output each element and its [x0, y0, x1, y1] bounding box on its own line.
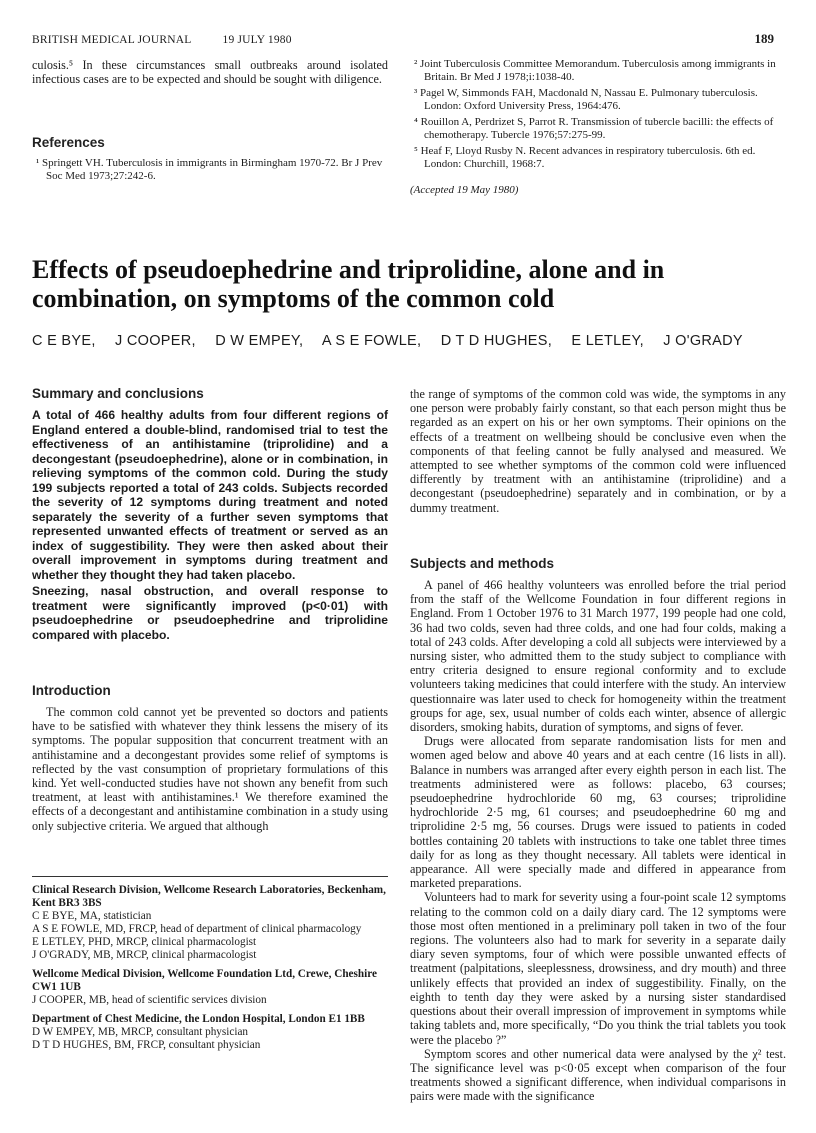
carryover-paragraph: culosis.⁵ In these circumstances small outbreaks around isolated infectious cases are to be expected and should be sought with diligence.: [32, 58, 388, 87]
introduction-paragraph: The common cold cannot yet be prevented so doctors and patients have to be satisfied with whatever they think lessens the misery of its symptoms. The popular supposition that concurrent treatment with an antihistamine and a decongestant provides some relief of symptoms is reflected by the vast consumption of proprietary formulations of this kind. Yet well-conducted studies have not shown any benefit from such treatment, at least with antihistamines.¹ We therefore examined the effects of a decongestant and antihistamine combination in a study using only subjective criteria. We argued that although: [32, 705, 388, 833]
methods-paragraph: Drugs were allocated from separate randomisation lists for men and women aged below and above 40 years and at each centre (16 lists in all). Balance in numbers was arranged after every eighth person in each list. The treatments administered were as follows: placebo, 63 courses; pseudoephedrine hydrochloride 60 mg, 63 courses; triprolidine hydrochloride 2·5 mg, 61 courses; and pseudoephedrine 60 mg and triprolidine 2·5 mg, 56 courses. Drugs were issued to patients in coded bottles containing 20 tablets with instructions to take one tablet three times daily for as long as they thought necessary. All tablets were identical in appearance. All were specially made and differed in appearance from marketed preparations.: [410, 734, 786, 891]
methods-paragraph: Symptom scores and other numerical data were analysed by the χ² test. The significance level was p<0·05 except when comparison of the four treatments showed a significant difference, when individual comparisons in pairs were made with the significance: [410, 1046, 786, 1104]
affiliation-group: [32, 1013, 388, 1052]
reference-item: ⁵ Heaf F, Lloyd Rusby N. Recent advances in respiratory tuberculosis. 6th ed. London: Churchill, 1968:7.: [414, 145, 756, 170]
reference-item: ³ Pagel W, Simmonds FAH, Macdonald N, Nassau E. Pulmonary tuberculosis. London: Oxford University Press, 1964:476.: [414, 87, 758, 112]
affiliation-institution: Clinical Research Division, Wellcome Research Laboratories, Beckenham, Kent BR3 3BS: [32, 884, 386, 909]
intro-continuation-block: [410, 387, 786, 515]
affiliation-institution: Wellcome Medical Division, Wellcome Foundation Ltd, Crewe, Cheshire CW1 1UB: [32, 968, 377, 993]
reference-item: ⁴ Rouillon A, Perdrizet S, Parrot R. Transmission of tubercle bacilli: the effects of chemotherapy. Tubercle 1976;57:275-99.: [414, 116, 774, 141]
summary-paragraph: A total of 466 healthy adults from four different regions of England entered a double-blind, randomised trial to test the effectiveness of an antihistamine (triprolidine) and a decongestant (pseudoephedrine), alone or in combination, in relieving symptoms of the common cold. During the study 199 subjects reported a total of 243 colds. Subjects recorded the severity of 12 symptoms during treatment and noted separately the severity of a further seven symptoms that represented unwanted effects of treatment or served as an index of suggestibility. They were then asked about their overall improvement in symptoms during treatment and whether they thought they had taken placebo.: [32, 408, 388, 582]
affiliation-person: D T D HUGHES, BM, FRCP, consultant physician: [32, 1039, 261, 1051]
reference-item: ² Joint Tuberculosis Committee Memorandum. Tuberculosis among immigrants in Britain. Br Med J 1978;i:1038-40.: [414, 58, 776, 83]
introduction-heading: Introduction: [32, 683, 111, 698]
affiliation-institution: Department of Chest Medicine, the London Hospital, London E1 1BB: [32, 1013, 365, 1025]
page-number: 189: [754, 31, 774, 46]
author-list: [32, 333, 792, 349]
author-name: D T D HUGHES,: [440, 333, 553, 349]
carryover-block: [32, 58, 388, 86]
affiliation-divider: [32, 876, 388, 877]
references-list-right: [410, 58, 786, 197]
author-name: A S E FOWLE,: [321, 333, 422, 349]
methods-heading: Subjects and methods: [410, 556, 555, 571]
journal-name: BRITISH MEDICAL JOURNAL: [32, 34, 192, 46]
references-list-left: [32, 157, 388, 186]
affiliation-person: J O'GRADY, MB, MRCP, clinical pharmacologist: [32, 949, 257, 961]
summary-heading: Summary and conclusions: [32, 386, 204, 401]
author-name: J COOPER,: [115, 333, 196, 349]
article-title: Effects of pseudoephedrine and triprolidine, alone and in combination, on symptoms of the common cold: [32, 255, 665, 313]
methods-block: [410, 578, 786, 1104]
author-name: E LETLEY,: [571, 333, 644, 349]
author-name: C E BYE,: [32, 333, 96, 349]
references-heading: References: [32, 135, 105, 150]
methods-paragraph: Volunteers had to mark for severity using a four-point scale 12 symptoms relating to the common cold on a daily diary card. The 12 symptoms were those most often mentioned in a preliminary poll taken in two of the four regions. The volunteers also had to mark for severity in a separate daily diary seven symptoms, four of which were possible unwanted effects of treatment (palpitations, sleeplessness, drowsiness, and dry mouth) and three unlikely effects that provided an index of suggestibility. Finally, on the eighth to tenth day they were asked by a nursing sister standardised questions about their overall impression of improvement in symptoms while taking tablets and, more specifically, “Do you think the trial tablets you took were the placebo ?”: [410, 890, 786, 1047]
summary-block: [32, 408, 388, 642]
introduction-block: [32, 705, 388, 833]
reference-item: ¹ Springett VH. Tuberculosis in immigrants in Birmingham 1970-72. Br J Prev Soc Med 1973;27:242-6.: [36, 157, 383, 182]
affiliation-person: A S E FOWLE, MD, FRCP, head of department of clinical pharmacology: [32, 923, 362, 935]
intro-continuation-paragraph: the range of symptoms of the common cold was wide, the symptoms in any one person were probably fairly constant, so that each person might thus be regarded as an expert on his or her own symptoms. Their opinions on the effects of a treatment on wellbeing should be conclusive even when the components of that feeling cannot be fully analysed and measured. We attempted to see whether symptoms of the common cold were influenced differently by treatment with an antihistamine (triprolidine) and a decongestant (pseudoephedrine) separately and in combination, or by a dummy treatment.: [410, 387, 786, 515]
affiliations-block: [32, 884, 388, 1052]
methods-paragraph: A panel of 466 healthy volunteers was enrolled before the trial period from the staff of the Wellcome Foundation in four different regions in England. From 1 October 1976 to 31 March 1977, 199 people had one cold, 36 had two colds, seven had three colds, and one had four colds, making a total of 243 colds. After developing a cold all subjects were interviewed by a nursing sister, who admitted them to the study subject to compliance with entry criteria designed to ensure regional conformity and to exclude volunteers taking medicines that could interfere with the study. An interview questionnaire was later used to check for homogeneity within the treatment groups for age, sex, usual number of colds each winter, absence of allergic disorders, smoking habits, duration of symptoms, and signs of fever.: [410, 578, 786, 735]
affiliation-group: [32, 968, 388, 1007]
affiliation-person: D W EMPEY, MB, MRCP, consultant physician: [32, 1026, 249, 1038]
issue-date: 19 JULY 1980: [222, 34, 292, 46]
author-name: J O'GRADY: [663, 333, 743, 349]
affiliation-person: J COOPER, MB, head of scientific services division: [32, 994, 267, 1006]
affiliation-person: C E BYE, MA, statistician: [32, 910, 152, 922]
author-name: D W EMPEY,: [215, 333, 304, 349]
affiliation-person: E LETLEY, PHD, MRCP, clinical pharmacologist: [32, 936, 257, 948]
running-head: [32, 34, 320, 46]
affiliation-group: [32, 884, 388, 962]
summary-paragraph: Sneezing, nasal obstruction, and overall response to treatment were significantly improved (p<0·01) with pseudoephedrine or pseudoephedrine and triprolidine compared with placebo.: [32, 584, 388, 642]
accepted-note: (Accepted 19 May 1980): [410, 184, 519, 196]
